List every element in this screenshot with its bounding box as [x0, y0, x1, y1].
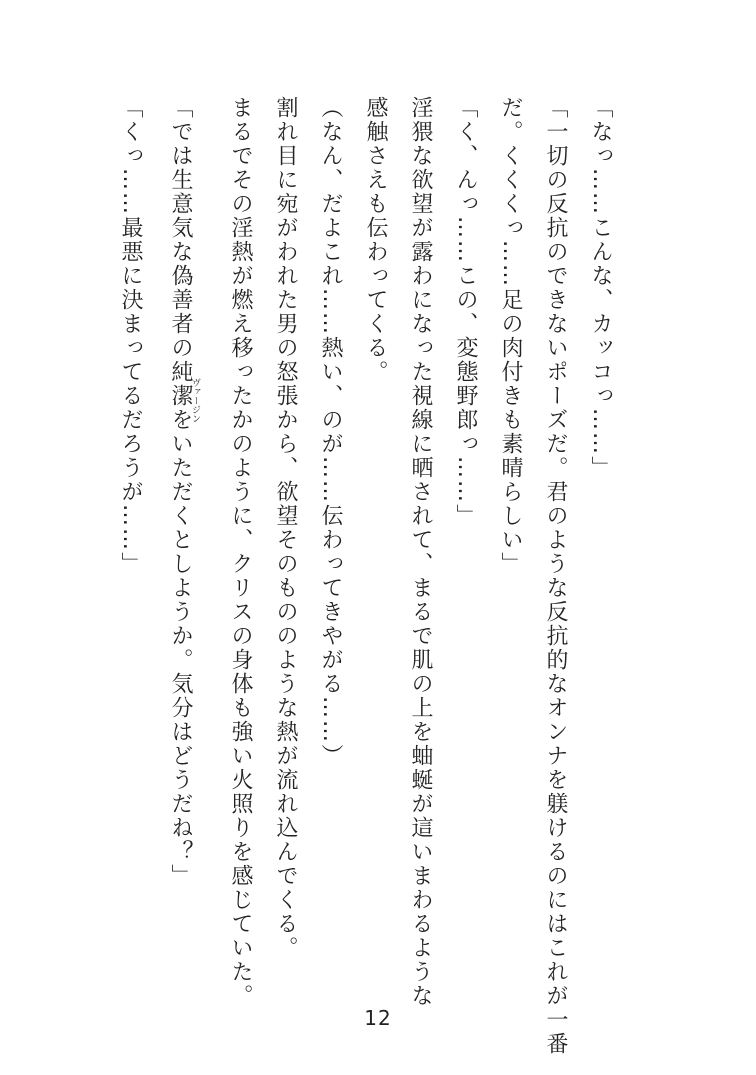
text-column-11: 「くっ……最悪に決まってるだろうが……」 — [118, 96, 143, 576]
text-column-10 — [166, 96, 200, 888]
text-column-9: まるでその淫熱が燃え移ったかのように、クリスの身体も強い火照りを感じていた。 — [228, 96, 253, 1008]
text-column-1: 「なっ……こんな、カッコっ……」 — [588, 96, 613, 480]
text-column-3: だ。くくくっ……足の肉付きも素晴らしい」 — [498, 96, 523, 576]
ruby-group — [166, 378, 200, 423]
ruby-base: 潔 — [168, 384, 193, 408]
text-column-2: 「一切の反抗のできないポーズだ。君のような反抗的なオンナを躾けるのにはこれが一番 — [543, 96, 568, 1056]
ruby-line-after: をいただくとしようか。気分はどうだね？」 — [168, 408, 193, 888]
text-column-5: 淫猥な欲望が露わになった視線に晒されて、まるで肌の上を蚰蜒が這いまわるような — [408, 96, 433, 1008]
page-number: 12 — [364, 1006, 392, 1030]
ruby-line-before: 「では生意気な偽善者の純 — [168, 96, 193, 384]
text-column-6: 感触さえも伝わってくる。 — [363, 96, 388, 384]
text-column-4: 「く、んっ……この、変態野郎っ……」 — [453, 96, 478, 528]
ruby-annotation: ヴァージン — [190, 378, 200, 423]
text-column-7: （なん、だよこれ……熱い、のが……伝わってきやがる……） — [318, 96, 343, 768]
text-column-8: 割れ目に宛がわれた男の怒張から、欲望そのもののような熱が流れ込んでくる。 — [273, 96, 298, 960]
